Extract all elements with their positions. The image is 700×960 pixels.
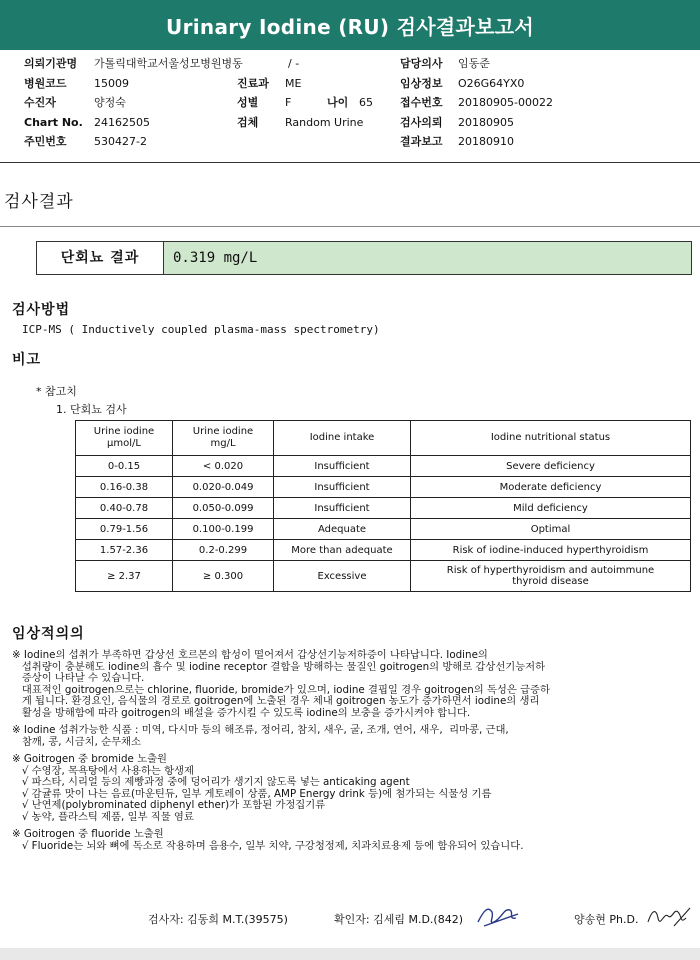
info-value: 530427-2 xyxy=(94,135,147,148)
result-value: 0.319 mg/L xyxy=(164,242,691,274)
clinical-line: √ 파스타, 시리얼 등의 제빵과정 중에 덩어리가 생기지 않도록 넣는 anticaking agent xyxy=(12,776,410,788)
info-label: 진료과 xyxy=(237,76,269,90)
clinical-title: 임상적의의 xyxy=(12,626,85,642)
info-value: Random Urine xyxy=(285,115,364,129)
patient-info-col2 xyxy=(237,74,373,133)
divider xyxy=(0,226,700,227)
clinical-line: ※ Iodine의 섭취가 부족하면 갑상선 호르몬의 합성이 떨어져서 갑상선기능저하증이 나타납니다. Iodine의 xyxy=(12,649,488,661)
table-cell: Optimal xyxy=(411,519,691,540)
report-title-banner xyxy=(0,0,700,50)
info-label: 수진자 xyxy=(24,96,56,109)
clinical-line: 게 됩니다. 환경요인, 음식물의 경로로 goitrogen에 노출된 경우 체내 goitrogen 농도가 증가하면서 iodine의 생리 xyxy=(12,695,540,707)
table-cell: 0.2-0.299 xyxy=(173,540,274,561)
clinical-line: 활성을 방해함에 따라 goitrogen의 배설을 증가시킬 수 있도록 iodine의 보충을 증가시켜야 합니다. xyxy=(12,706,471,719)
table-header xyxy=(173,421,274,456)
table-cell: 0.79-1.56 xyxy=(76,519,173,540)
remarks-title: 비고 xyxy=(12,352,42,368)
clinical-line: √ 감귤류 맛이 나는 음료(마운틴듀, 일부 게토레이 상품, AMP Energy drink 등)에 첨가되는 식물성 기름 xyxy=(12,787,492,800)
table-cell: Mild deficiency xyxy=(411,498,691,519)
table-cell: ≥ 2.37 xyxy=(76,561,173,592)
table-row xyxy=(76,456,691,477)
divider xyxy=(0,162,700,163)
method-title: 검사방법 xyxy=(12,302,71,318)
info-label: 성별 xyxy=(237,96,259,109)
table-cell: Insufficient xyxy=(274,456,411,477)
clinical-line: √ 난연제(polybrominated diphenyl ether)가 포함된 가정집기류 xyxy=(12,799,326,811)
clinical-line: 대표적인 goitrogen으로는 chlorine, fluoride, bromide가 있으며, iodine 결핍일 경우 goitrogen의 독성은 급증하 xyxy=(12,683,550,696)
info-label: Chart No. xyxy=(24,115,83,129)
table-row xyxy=(76,519,691,540)
table-cell: 0.050-0.099 xyxy=(173,498,274,519)
table-cell: 0-0.15 xyxy=(76,456,173,477)
info-value: O26G64YX0 xyxy=(458,76,525,90)
clinical-line: ※ Iodine 섭취가능한 식품 : 미역, 다시마 등의 해조류, 정어리, 참치, 새우, 굴, 조개, 연어, 새우, 리마콩, 근대, xyxy=(12,724,509,736)
clinical-text xyxy=(12,650,550,852)
table-cell: 0.40-0.78 xyxy=(76,498,173,519)
table-row xyxy=(76,498,691,519)
table-cell: 0.100-0.199 xyxy=(173,519,274,540)
table-cell: Severe deficiency xyxy=(411,456,691,477)
info-label: 병원코드 xyxy=(24,76,67,90)
clinical-line: ※ Goitrogen 중 fluoride 노출원 xyxy=(12,828,164,840)
director-name: 양송현 Ph.D. xyxy=(574,913,639,926)
table-row xyxy=(76,561,691,592)
table-cell: Risk of iodine-induced hyperthyroidism xyxy=(411,540,691,561)
info-value: 가톨릭대학교서울성모병원병동 xyxy=(94,57,243,70)
header-text: Iodine nutritional status xyxy=(490,432,611,443)
info-label: 결과보고 xyxy=(400,135,443,148)
info-label: 주민번호 xyxy=(24,135,67,148)
header-text: Urine iodine μmol/L xyxy=(93,426,155,449)
reference-table xyxy=(75,420,691,592)
patient-info-col1 xyxy=(24,54,243,152)
table-header xyxy=(274,421,411,456)
tester-signature-line: 검사자: 김동희 M.T.(39575) xyxy=(148,913,288,926)
reference-title: * 참고치 xyxy=(36,385,77,398)
table-row xyxy=(76,477,691,498)
reference-subtitle: 1. 단회뇨 검사 xyxy=(56,403,127,416)
table-cell: More than adequate xyxy=(274,540,411,561)
table-cell: 1.57-2.36 xyxy=(76,540,173,561)
info-label: 임상정보 xyxy=(400,76,443,90)
info-value: 임동준 xyxy=(458,57,490,70)
ward-value xyxy=(288,54,299,74)
header-text: Urine iodine mg/L xyxy=(192,426,254,449)
table-header xyxy=(411,421,691,456)
table-cell: < 0.020 xyxy=(173,456,274,477)
info-value: 양정숙 xyxy=(94,96,126,109)
clinical-line: 참깨, 콩, 시금치, 순무채소 xyxy=(12,735,141,748)
clinical-line: ※ Goitrogen 중 bromide 노출원 xyxy=(12,753,167,765)
page-bottom-edge xyxy=(0,948,700,960)
table-cell: 0.16-0.38 xyxy=(76,477,173,498)
table-cell: Insufficient xyxy=(274,498,411,519)
clinical-line: 섭취량이 충분해도 iodine의 흡수 및 iodine receptor 결합을 방해하는 물질인 goitrogen의 방해로 갑상선기능저하 xyxy=(12,660,546,673)
clinical-line: √ 농약, 플라스틱 제품, 일부 직물 염료 xyxy=(12,810,194,823)
age-value: 65 xyxy=(359,96,373,109)
director-signature-icon xyxy=(644,898,694,934)
table-cell: Insufficient xyxy=(274,477,411,498)
table-header-row xyxy=(76,421,691,456)
header-text: Iodine intake xyxy=(309,432,375,443)
table-cell: ≥ 0.300 xyxy=(173,561,274,592)
age-label: 나이 xyxy=(327,96,349,109)
info-value: 20180910 xyxy=(458,135,514,148)
confirmer-signature-icon xyxy=(474,900,524,930)
table-cell: Adequate xyxy=(274,519,411,540)
info-value: 24162505 xyxy=(94,115,150,129)
info-label: 검체 xyxy=(237,115,259,129)
table-row xyxy=(76,540,691,561)
info-value: 15009 xyxy=(94,76,129,90)
info-label: 검사의뢰 xyxy=(400,115,443,129)
table-cell: 0.020-0.049 xyxy=(173,477,274,498)
clinical-line: 증상이 나타날 수 있습니다. xyxy=(12,672,145,684)
table-cell: Excessive xyxy=(274,561,411,592)
info-label: 의뢰기관명 xyxy=(24,57,78,70)
clinical-line: √ 수영장, 목욕탕에서 사용하는 항생제 xyxy=(12,764,194,777)
info-value: 20180905-00022 xyxy=(458,96,553,109)
confirmer-signature-line: 확인자: 김세림 M.D.(842) xyxy=(334,913,463,926)
table-cell xyxy=(411,561,691,592)
report-title: Urinary Iodine (RU) 검사결과보고서 xyxy=(166,15,534,39)
info-value: ME xyxy=(285,76,302,90)
info-value: 20180905 xyxy=(458,115,514,129)
table-header xyxy=(76,421,173,456)
patient-info-col3 xyxy=(400,54,553,152)
clinical-line: √ Fluoride는 뇌와 뼈에 독소로 작용하며 음용수, 일부 치약, 구강청정제, 치과치료용제 등에 함유되어 있습니다. xyxy=(12,839,524,852)
table-cell: Moderate deficiency xyxy=(411,477,691,498)
result-label: 단회뇨 결과 xyxy=(37,242,164,274)
info-label: 담당의사 xyxy=(400,57,443,70)
info-value: F xyxy=(285,96,292,109)
result-box xyxy=(36,241,692,275)
ward-text: / - xyxy=(288,57,300,70)
cell-text: Risk of hyperthyroidism and autoimmune thyroid disease xyxy=(446,565,655,587)
info-label: 접수번호 xyxy=(400,96,443,109)
method-text: ICP-MS ( Inductively coupled plasma-mass spectrometry) xyxy=(22,323,380,336)
results-section-title: 검사결과 xyxy=(4,192,74,212)
